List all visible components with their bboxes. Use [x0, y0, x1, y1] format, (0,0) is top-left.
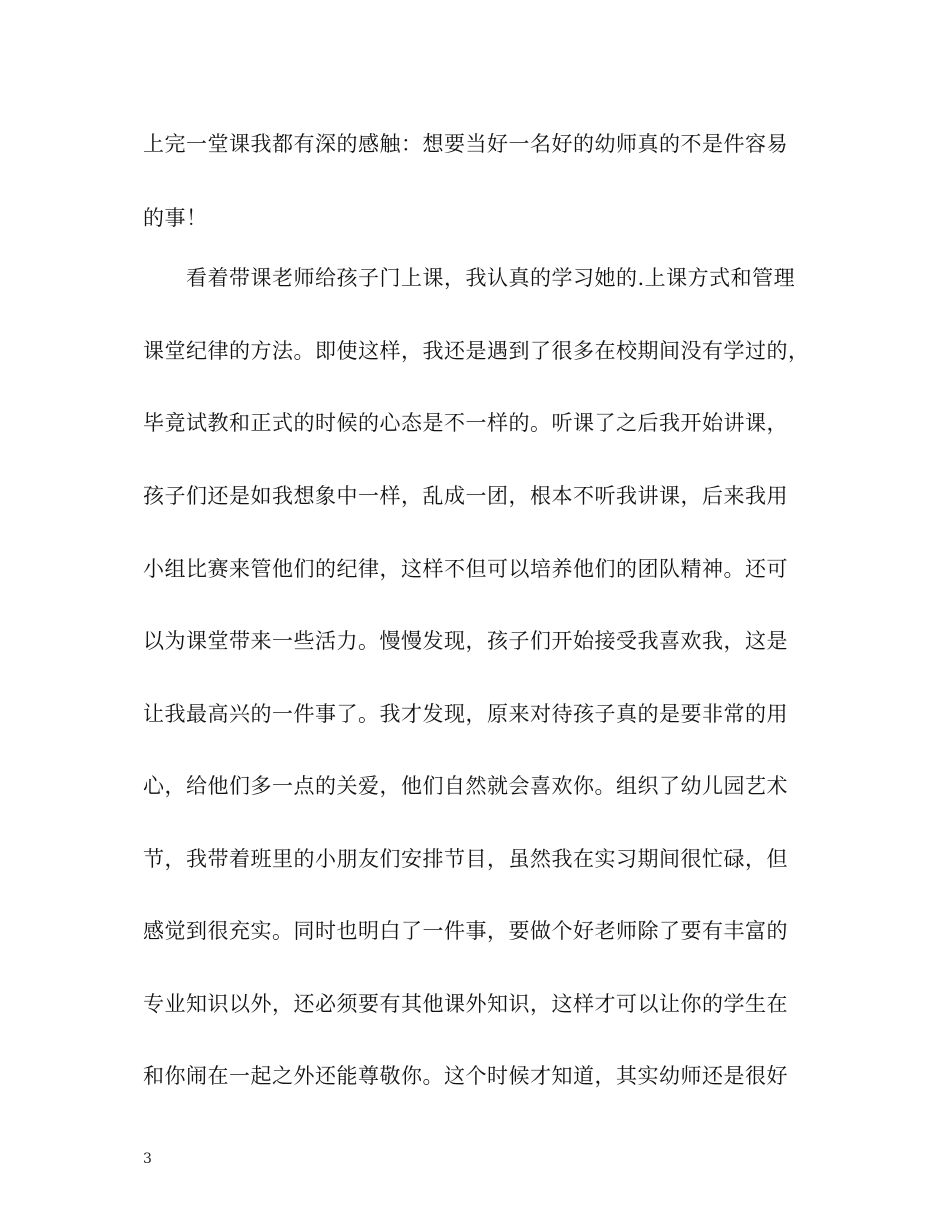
text-line: 和你闹在一起之外还能尊敬你。这个时候才知道，其实幼师还是很好: [143, 1064, 788, 1088]
text-line: 心，给他们多一点的关爱，他们自然就会喜欢你。组织了幼儿园艺术: [143, 774, 788, 798]
text-line: 课堂纪律的方法。即使这样，我还是遇到了很多在校期间没有学过的，: [143, 339, 810, 363]
page-number: 3: [143, 1151, 152, 1167]
text-line: 看着带课老师给孩子门上课，我认真的学习她的.上课方式和管理: [143, 266, 796, 290]
text-line: 感觉到很充实。同时也明白了一件事，要做个好老师除了要有丰富的: [143, 919, 788, 943]
text-line: 节，我带着班里的小朋友们安排节目，虽然我在实习期间很忙碌，但: [143, 847, 788, 871]
text-line: 的事！: [143, 206, 208, 230]
text-line: 让我最高兴的一件事了。我才发现，原来对待孩子真的是要非常的用: [143, 702, 788, 726]
text-line: 小组比赛来管他们的纪律，这样不但可以培养他们的团队精神。还可: [143, 557, 788, 581]
text-line: 以为课堂带来一些活力。慢慢发现，孩子们开始接受我喜欢我，这是: [143, 629, 788, 653]
text-line: 孩子们还是如我想象中一样，乱成一团，根本不听我讲课，后来我用: [143, 484, 788, 508]
text-line: 上完一堂课我都有深的感触：想要当好一名好的幼师真的不是件容易: [143, 132, 788, 156]
text-line: 专业知识以外，还必须要有其他课外知识，这样才可以让你的学生在: [143, 992, 788, 1016]
text-line: 毕竟试教和正式的时候的心态是不一样的。听课了之后我开始讲课，: [143, 411, 788, 435]
